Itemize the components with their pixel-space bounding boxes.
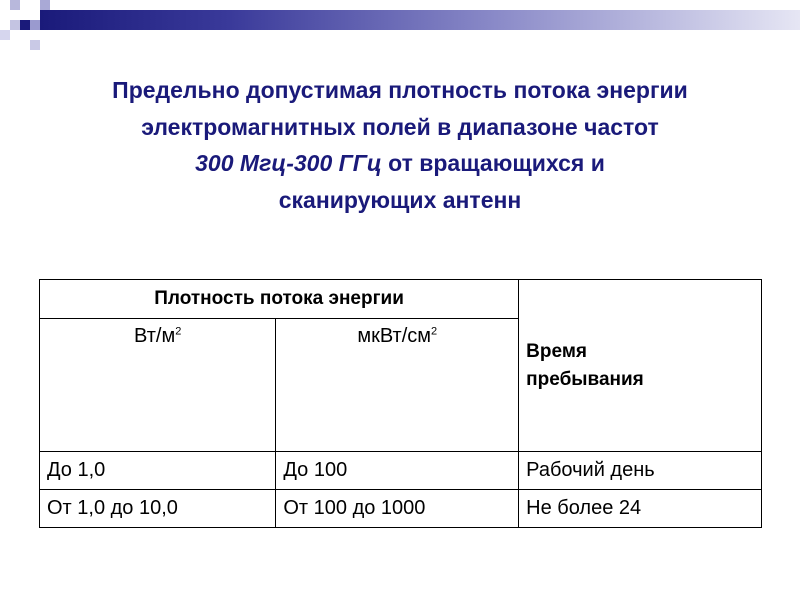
header-exposure-time-line-1: Время	[526, 340, 587, 362]
banner-square	[10, 0, 20, 10]
title-line-1: Предельно допустимая плотность потока энергии	[112, 77, 688, 103]
title-line-2: электромагнитных полей в диапазоне частот	[141, 113, 659, 140]
banner-square	[30, 40, 40, 50]
table-cell: От 100 до 1000	[276, 490, 519, 528]
unit-2-base: мкВт/см	[357, 325, 432, 347]
title-line-3-rest: от вращающихся и	[381, 150, 605, 176]
banner-square	[30, 20, 40, 30]
title-line-4: сканирующих антенн	[278, 186, 522, 213]
header-exposure-time	[519, 280, 762, 452]
header-energy-density: Плотность потока энергии	[40, 280, 519, 319]
table-cell: Рабочий день	[519, 452, 762, 490]
banner-gradient-bar	[40, 10, 800, 30]
unit-1-base: Вт/м	[134, 325, 176, 347]
banner-square	[0, 30, 10, 40]
header-exposure-time-line-2: пребывания	[526, 368, 644, 390]
table-row	[40, 490, 762, 528]
energy-density-table	[39, 279, 762, 528]
banner-square	[10, 20, 20, 30]
table-row	[40, 452, 762, 490]
table-cell: От 1,0 до 10,0	[40, 490, 276, 528]
table-cell: До 1,0	[40, 452, 276, 490]
unit-2-sup: 2	[431, 325, 438, 338]
header-unit-uw-per-cm2	[276, 319, 519, 452]
table-header-row	[40, 280, 762, 319]
unit-1-sup: 2	[175, 325, 182, 338]
table-cell: До 100	[276, 452, 519, 490]
banner-square	[20, 20, 30, 30]
banner-square	[40, 0, 50, 10]
slide-title	[40, 72, 760, 218]
frequency-range: 300 Мгц-300 ГГц	[195, 150, 382, 176]
table-cell: Не более 24	[519, 490, 762, 528]
title-line-3	[40, 145, 760, 182]
decorative-banner	[0, 0, 800, 60]
header-unit-w-per-m2	[40, 319, 276, 452]
